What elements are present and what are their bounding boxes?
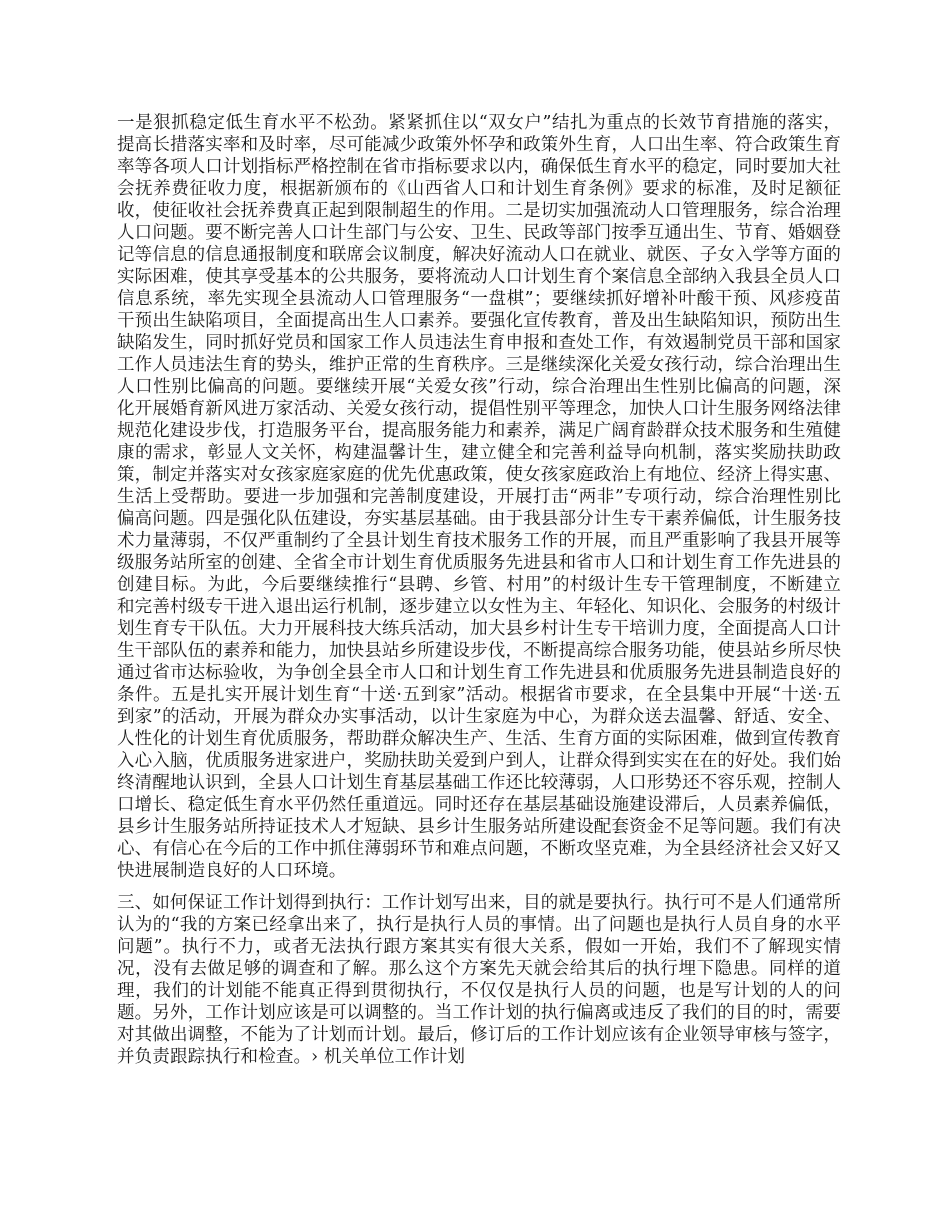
body-paragraph-1: 一是狠抓稳定低生育水平不松劲。紧紧抓住以“双女户”结扎为重点的长效节育措施的落实，提高长措落实率和及时率，尽可能减少政策外怀孕和政策外生育，人口出生率、符合政策生育率等各项人口计划指标严格控制在省市指标要求以内，确保低生育水平的稳定，同时要加大社会抚养费征收力度，根据新颁布的《山西省人口和计划生育条例》要求的标准，及时足额征收，使征收社会抚养费真正起到限制超生的作用。二是切实加强流动人口管理服务，综合治理人口问题。要不断完善人口计生部门与公安、卫生、民政等部门按季互通出生、节育、婚姻登记等信息的信息通报制度和联席会议制度，解决好流动人口在就业、就医、子女入学等方面的实际困难，使其享受基本的公共服务，要将流动人口计划生育个案信息全部纳入我县全员人口信息系统，率先实现全县流动人口管理服务“一盘棋”；要继续抓好增补叶酸干预、风疹疫苗干预出生缺陷项目，全面提高出生人口素养。要强化宣传教育，普及出生缺陷知识，预防出生缺陷发生，同时抓好党员和国家工作人员违法生育申报和查处工作，有效遏制党员干部和国家工作人员违法生育的势头，维护正常的生育秩序。三是继续深化关爱女孩行动，综合治理出生人口性别比偏高的问题。要继续开展“关爱女孩”行动，综合治理出生性别比偏高的问题，深化开展婚育新风进万家活动、关爱女孩行动，提倡性别平等理念，加快人口计生服务网络法律规范化建设步伐，打造服务平台，提高服务能力和素养，满足广阔育龄群众技术服务和生殖健康的需求，彰显人文关怀，构建温馨计生，建立健全和完善利益导向机制，落实奖励扶助政策，制定并落实对女孩家庭家庭的优先优惠政策，使女孩家庭政治上有地位、经济上得实惠、生活上受帮助。要进一步加强和完善制度建设，开展打击“两非”专项行动，综合治理性别比偏高问题。四是强化队伍建设，夯实基层基础。由于我县部分计生专干素养偏低，计生服务技术力量薄弱，不仅严重制约了全县计划生育技术服务工作的开展，而且严重影响了我县开展等级服务站所室的创建、全省全市计划生育优质服务先进县和省市人口和计划生育工作先进县的创建目标。为此，今后要继续推行“县聘、乡管、村用”的村级计生专干管理制度，不断建立和完善村级专干进入退出运行机制，逐步建立以女性为主、年轻化、知识化、会服务的村级计划生育专干队伍。大力开展科技大练兵活动，加大县乡村计生专干培训力度，全面提高人口计生干部队伍的素养和能力，加快县站乡所建设步伐，不断提高综合服务功能，使县站乡所尽快通过省市达标验收，为争创全县全市人口和计划生育工作先进县和优质服务先进县制造良好的条件。五是扎实开展计划生育“十送·五到家”活动。根据省市要求，在全县集中开展“十送·五到家”的活动，开展为群众办实事活动，以计生家庭为中心，为群众送去温馨、舒适、安全、人性化的计划生育优质服务，帮助群众解决生产、生活、生育方面的实际困难，做到宣传教育入心入脑，优质服务进家进户，奖励扶助关爱到户到人，让群众得到实实在在的好处。我们始终清醒地认识到，全县人口计划生育基层基础工作还比较薄弱，人口形势还不容乐观，控制人口增长、稳定低生育水平仍然任重道远。同时还存在基层基础设施建设滞后，人员素养偏低，县乡计生服务站所持证技术人才短缺、县乡计生服务站所建设配套资金不足等问题。我们有决心、有信心在今后的工作中抓住薄弱环节和难点问题，不断攻坚克难，为全县经济社会又好又快进展制造良好的人口环境。 bbox=[117, 113, 841, 881]
body-paragraph-2: 三、如何保证工作计划得到执行：工作计划写出来，目的就是要执行。执行可不是人们通常所认为的“我的方案已经拿出来了，执行是执行人员的事情。出了问题也是执行人员自身的水平问题”。执行不力，或者无法执行跟方案其实有很大关系，假如一开始，我们不了解现实情况，没有去做足够的调查和了解。那么这个方案先天就会给其后的执行埋下隐患。同样的道理，我们的计划能不能真正得到贯彻执行，不仅仅是执行人员的问题，也是写计划的人的问题。另外，工作计划应该是可以调整的。当工作计划的执行偏离或违反了我们的目的时，需要对其做出调整，不能为了计划而计划。最后，修订后的工作计划应该有企业领导审核与签字，并负责跟踪执行和检查。› 机关单位工作计划 bbox=[117, 893, 841, 1067]
document-page bbox=[117, 112, 841, 1068]
